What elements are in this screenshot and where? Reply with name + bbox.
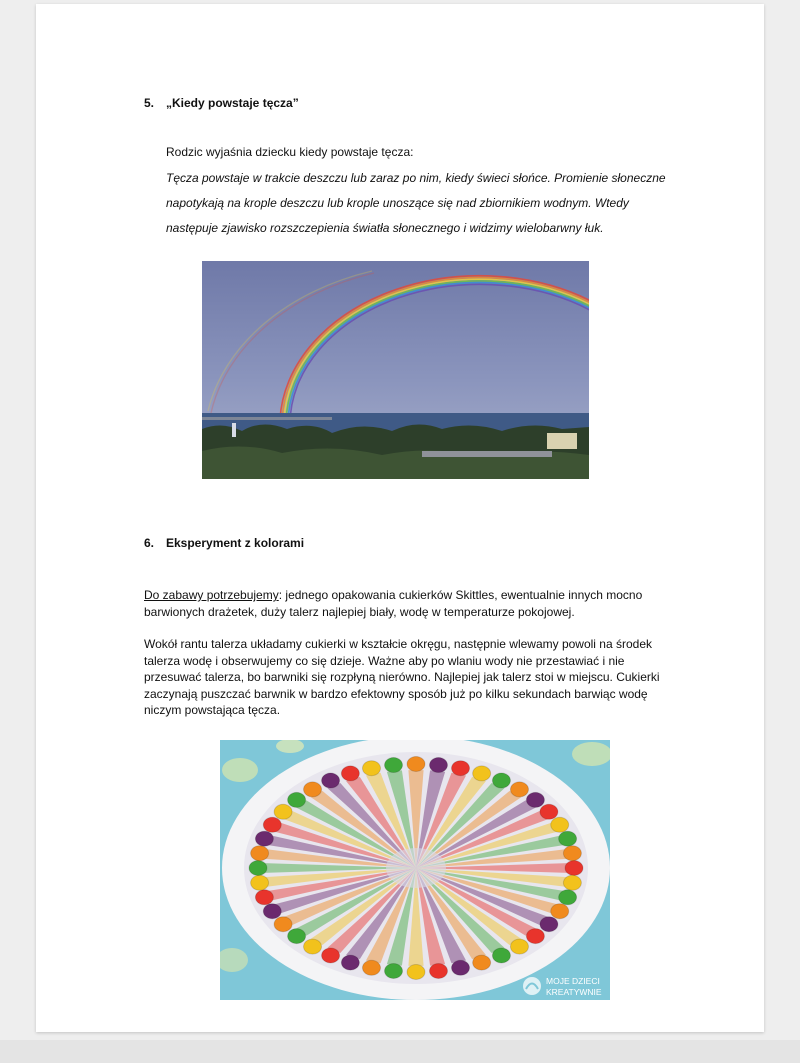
candy bbox=[322, 948, 340, 963]
candy bbox=[255, 890, 273, 905]
section-5-title: „Kiedy powstaje tęcza” bbox=[166, 96, 299, 110]
candy bbox=[385, 758, 403, 773]
rainbow-photo bbox=[202, 261, 589, 479]
section-6-number: 6. bbox=[144, 536, 155, 550]
candy bbox=[407, 757, 425, 772]
candy bbox=[551, 817, 569, 832]
document-page bbox=[36, 4, 764, 1032]
viewer-bottom-strip bbox=[0, 1040, 800, 1063]
candy bbox=[526, 792, 544, 807]
candy bbox=[341, 955, 359, 970]
watermark-line1: MOJE DZIECI bbox=[546, 976, 600, 986]
candy bbox=[540, 917, 558, 932]
section-5-heading bbox=[144, 96, 299, 110]
candy bbox=[452, 960, 470, 975]
candy bbox=[362, 960, 380, 975]
candy bbox=[559, 831, 577, 846]
candy bbox=[385, 963, 403, 978]
section-6-heading bbox=[144, 536, 304, 550]
candy bbox=[510, 939, 528, 954]
explanation-line: napotykają na krople deszczu lub krople unoszące się nad zbiornikiem wodnym. Wtedy bbox=[166, 196, 629, 210]
candy bbox=[304, 782, 322, 797]
candy bbox=[473, 766, 491, 781]
candy bbox=[255, 831, 273, 846]
candy bbox=[249, 861, 267, 876]
candy bbox=[473, 955, 491, 970]
candy bbox=[492, 773, 510, 788]
candy bbox=[322, 773, 340, 788]
candy bbox=[274, 804, 292, 819]
candy bbox=[429, 758, 447, 773]
skittles-experiment-photo bbox=[220, 740, 610, 1000]
candy bbox=[526, 929, 544, 944]
needs-text: : jednego opakowania cukierków Skittles, ewentualnie innych mocno bbox=[278, 588, 643, 602]
candy bbox=[288, 792, 306, 807]
instructions-line: talerza wodę i obserwujemy co się dzieje. Ważne aby po wlaniu wody nie przestawiać i nie bbox=[144, 653, 625, 668]
candy bbox=[288, 929, 306, 944]
candy bbox=[407, 965, 425, 980]
candy bbox=[559, 890, 577, 905]
candy bbox=[263, 904, 281, 919]
explanation-line: następuje zjawisko rozszczepienia światła słonecznego i widzimy wielobarwny łuk. bbox=[166, 221, 604, 235]
instructions-line: zaczynają puszczać barwnik w bardzo efektowny sposób już po kilku sekundach barwiąc wodę bbox=[144, 686, 648, 701]
candy bbox=[362, 761, 380, 776]
candy bbox=[304, 939, 322, 954]
explanation-line: Tęcza powstaje w trakcie deszczu lub zaraz po nim, kiedy świeci słońce. Promienie słoneczne bbox=[166, 171, 666, 185]
section-5-number: 5. bbox=[144, 96, 155, 110]
candy bbox=[510, 782, 528, 797]
section-6-title: Eksperyment z kolorami bbox=[166, 536, 305, 550]
candy bbox=[429, 963, 447, 978]
candy bbox=[452, 761, 470, 776]
needs-label: Do zabawy potrzebujemy bbox=[144, 588, 279, 602]
needs-text-line2: barwionych drażetek, duży talerz najlepiej biały, wodę w temperaturze pokojowej. bbox=[144, 604, 575, 619]
candy bbox=[341, 766, 359, 781]
candy bbox=[551, 904, 569, 919]
instructions-line: Wokół rantu talerza układamy cukierki w kształcie okręgu, następnie wlewamy powoli na środek bbox=[144, 637, 653, 651]
candy bbox=[563, 846, 581, 861]
candy bbox=[274, 917, 292, 932]
candy bbox=[565, 861, 583, 876]
section-6-instructions bbox=[144, 636, 704, 719]
instructions-line: niczym powstająca tęcza. bbox=[144, 703, 281, 717]
section-6-needs bbox=[144, 587, 704, 620]
watermark-logo bbox=[523, 977, 541, 995]
watermark-line2: KREATYWNIE bbox=[546, 987, 602, 997]
candy bbox=[251, 846, 269, 861]
instructions-line: przesuwać talerza, bo barwniki się rozpłyną nierówno. Najlepiej jak talerz stoi w miejscu. Cukierki bbox=[144, 670, 660, 684]
candy bbox=[540, 804, 558, 819]
candy bbox=[492, 948, 510, 963]
section-5-explanation bbox=[166, 166, 706, 241]
candy bbox=[563, 875, 581, 890]
candy bbox=[263, 817, 281, 832]
candy bbox=[251, 875, 269, 890]
section-5-intro: Rodzic wyjaśnia dziecku kiedy powstaje tęcza: bbox=[166, 145, 414, 159]
